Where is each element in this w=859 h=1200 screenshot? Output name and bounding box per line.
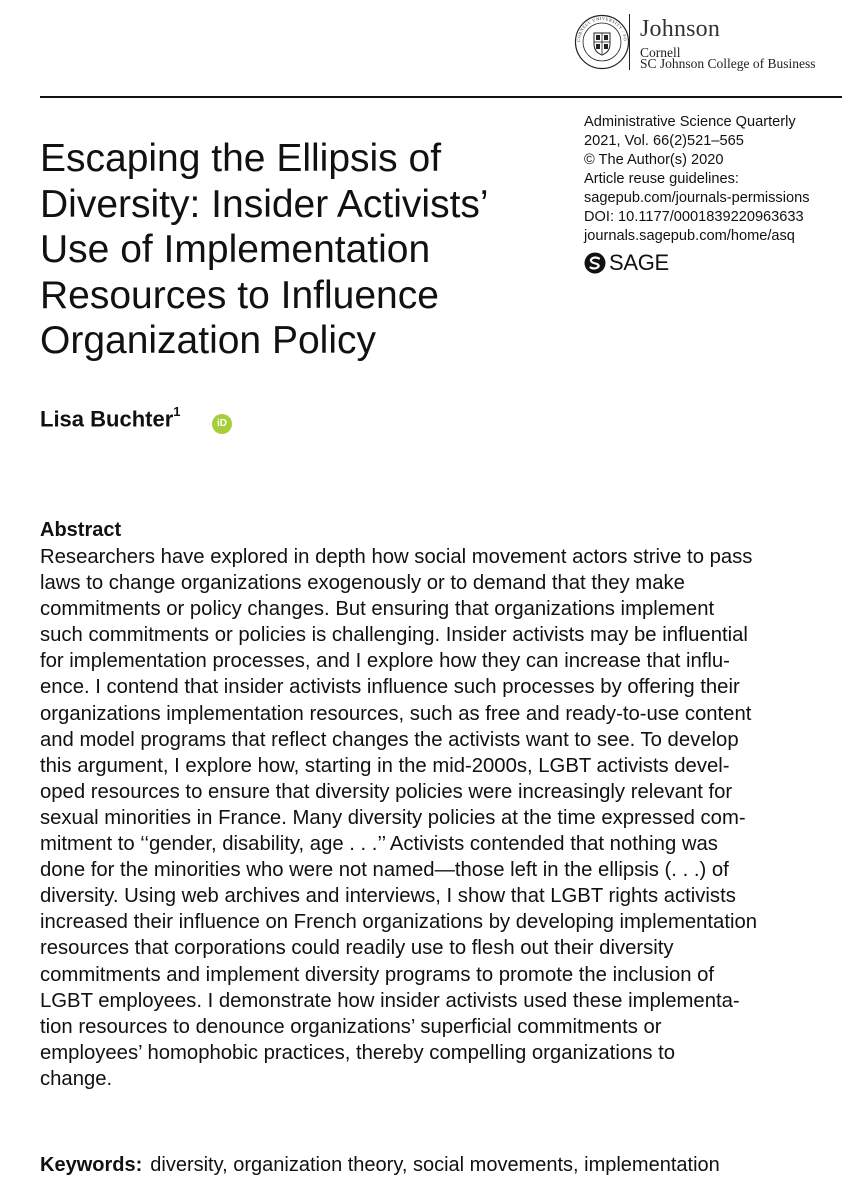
abstract-line: sexual minorities in France. Many diversity policies at the time expressed com-: [40, 806, 746, 829]
abstract-line: LGBT employees. I demonstrate how insider activists used these implementa-: [40, 989, 740, 1012]
abstract-line: such commitments or policies is challenging. Insider activists may be influential: [40, 624, 748, 647]
sage-s-icon: [584, 252, 606, 274]
sage-logo-text: SAGE: [609, 250, 669, 275]
abstract-line: this argument, I explore how, starting in the mid-2000s, LGBT activists devel-: [40, 754, 730, 777]
abstract-line: resources that corporations could readily use to flesh out their diversity: [40, 937, 674, 960]
author-name-text: Lisa Buchter: [40, 406, 174, 432]
abstract-line: mitment to ‘‘gender, disability, age . . .’’ Activists contended that nothing was: [40, 833, 718, 856]
brand-subtitle-college: SC Johnson College of Business: [640, 56, 816, 71]
abstract-line: oped resources to ensure that diversity policies were increasingly relevant for: [40, 780, 733, 803]
abstract-line: done for the minorities who were not named—those left in the ellipsis (. . .) of: [40, 859, 729, 882]
title-line: Escaping the Ellipsis of: [40, 137, 442, 180]
journal-copyright: © The Author(s) 2020: [584, 152, 724, 168]
title-line: Diversity: Insider Activists’: [40, 182, 489, 226]
article-title: [40, 136, 560, 364]
abstract-line: organizations implementation resources, such as free and ready-to-use content: [40, 702, 752, 725]
svg-text:CORNELL UNIVERSITY · FOUNDED A: [574, 14, 628, 42]
keywords-value: diversity, organization theory, social movements, implementation: [150, 1154, 720, 1176]
abstract-line: diversity. Using web archives and interviews, I show that LGBT rights activists: [40, 885, 736, 908]
abstract-line: commitments or policy changes. But ensuring that organizations implement: [40, 598, 715, 621]
brand-name: Johnson: [640, 16, 721, 42]
orcid-icon[interactable]: iD: [212, 414, 232, 434]
doi-link[interactable]: DOI: 10.1177/0001839220963633: [584, 209, 804, 225]
abstract-line: for implementation processes, and I explore how they can increase that influ-: [40, 650, 730, 673]
header-rule: [40, 96, 842, 98]
sage-logo: [584, 252, 669, 274]
journal-name: Administrative Science Quarterly: [584, 114, 796, 130]
journal-info: [584, 113, 810, 246]
permissions-link[interactable]: sagepub.com/journals-permissions: [584, 190, 810, 206]
journal-volume: 2021, Vol. 66(2)521–565: [584, 133, 744, 149]
author-name[interactable]: [40, 406, 181, 432]
title-line: Organization Policy: [40, 319, 376, 362]
affiliation-mark: 1: [173, 404, 181, 419]
title-line: Resources to Influence: [40, 273, 439, 317]
abstract-line: ence. I contend that insider activists influence such processes by offering their: [40, 676, 740, 699]
cornell-seal-logo: [574, 14, 630, 70]
abstract-body: [40, 544, 830, 1092]
abstract-line: increased their influence on French organizations by developing implementation: [40, 911, 758, 934]
abstract-line: employees’ homophobic practices, thereby compelling organizations to: [40, 1041, 676, 1064]
keywords-label: Keywords:: [40, 1154, 143, 1176]
title-line: Use of Implementation: [40, 228, 431, 271]
reuse-guidelines-label: Article reuse guidelines:: [584, 171, 739, 187]
abstract-line: change.: [40, 1067, 113, 1090]
seal-text: CORNELL UNIVERSITY · FO: [575, 15, 629, 43]
keywords: [40, 1154, 720, 1177]
abstract-line: laws to change organizations exogenously or to demand that they make: [40, 572, 685, 595]
abstract-line: tion resources to denounce organizations’ superficial commitments or: [40, 1015, 662, 1038]
abstract-line: Researchers have explored in depth how social movement actors strive to pass: [40, 546, 753, 568]
abstract-line: and model programs that reflect changes the activists want to see. To develop: [40, 728, 739, 751]
brand-subtitle-cornell: Cornell: [640, 45, 681, 60]
brand-divider: [629, 14, 630, 70]
journal-homepage-link[interactable]: journals.sagepub.com/home/asq: [584, 228, 795, 244]
abstract-heading: Abstract: [40, 519, 122, 541]
abstract-line: commitments and implement diversity programs to promote the inclusion of: [40, 963, 715, 986]
